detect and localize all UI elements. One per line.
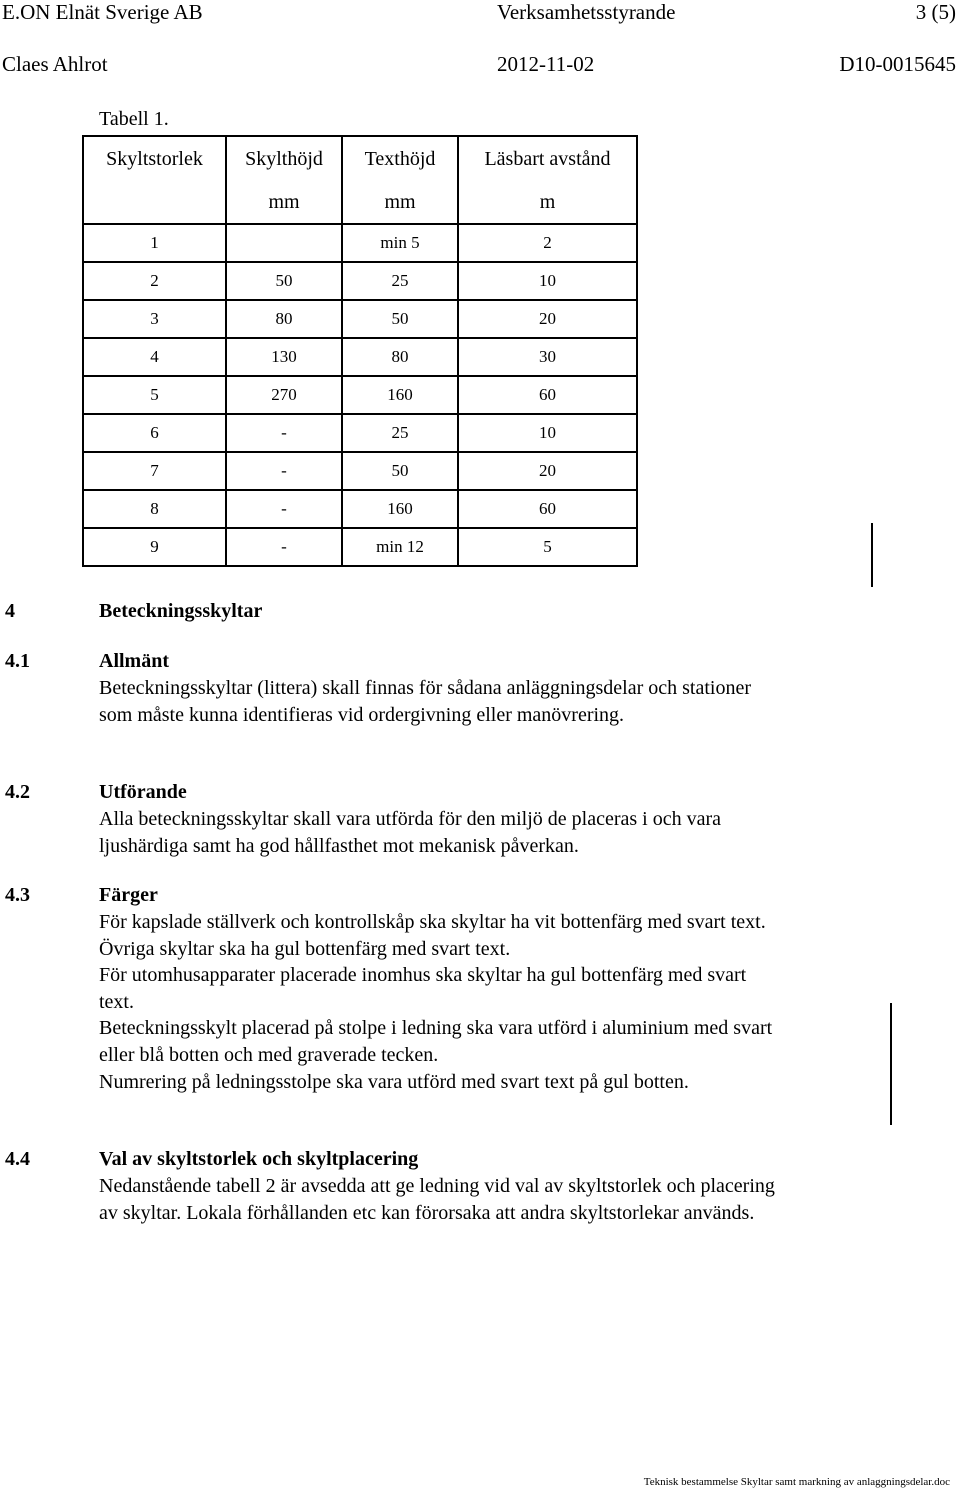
table-row [83, 490, 637, 528]
table-cell: 80 [342, 338, 458, 376]
sign-size-table [82, 135, 638, 567]
table-cell: - [226, 490, 342, 528]
table-cell: 2 [83, 262, 226, 300]
table-cell: 50 [342, 452, 458, 490]
subsection-title: Utförande [99, 781, 187, 803]
paragraph: Beteckningsskylt placerad på stolpe i ledning ska vara utförd i aluminium med svart eller blå botten och med graverade tecken. [99, 1017, 773, 1066]
table-row [83, 528, 637, 566]
subsection-title: Allmänt [99, 650, 169, 672]
subsection-body [99, 909, 779, 1095]
table-cell: 160 [342, 490, 458, 528]
table-cell: 3 [83, 300, 226, 338]
table-cell: 6 [83, 414, 226, 452]
subsection-number: 4.1 [5, 650, 30, 672]
table-cell: 10 [458, 414, 637, 452]
document-date: 2012-11-02 [497, 52, 595, 76]
subsection-number: 4.4 [5, 1148, 30, 1170]
table-cell: 5 [83, 376, 226, 414]
table-cell: - [226, 452, 342, 490]
author: Claes Ahlrot [2, 52, 108, 76]
company-name: E.ON Elnät Sverige AB [2, 0, 203, 24]
page-number: 3 (5) [915, 0, 956, 24]
subsection-number: 4.3 [5, 884, 30, 906]
unit-cell [83, 181, 226, 224]
paragraph: Alla beteckningsskyltar skall vara utförda för den miljö de placeras i och vara ljushärdiga samt ha god hållfasthet mot mekanisk påverkan. [99, 808, 721, 857]
unit-cell: m [458, 181, 637, 224]
table-cell: 5 [458, 528, 637, 566]
table-cell: min 5 [342, 224, 458, 262]
table-cell: 25 [342, 262, 458, 300]
paragraph: För kapslade ställverk och kontrollskåp ska skyltar ha vit bottenfärg med svart text. Övriga skyltar ska ha gul bottenfärg med svart text. [99, 911, 766, 960]
table-cell: 7 [83, 452, 226, 490]
subsection-number: 4.2 [5, 781, 30, 803]
table-row [83, 376, 637, 414]
section-number: 4 [5, 600, 15, 622]
table-cell: 10 [458, 262, 637, 300]
table-cell: 270 [226, 376, 342, 414]
table-row [83, 224, 637, 262]
table-cell: 30 [458, 338, 637, 376]
department: Verksamhetsstyrande [497, 0, 676, 24]
subsection-body [99, 675, 779, 728]
footer-filename: Teknisk bestammelse Skyltar samt markning av anlaggningsdelar.doc [643, 1476, 950, 1488]
table-cell: 2 [458, 224, 637, 262]
unit-cell: mm [342, 181, 458, 224]
table-cell: 20 [458, 300, 637, 338]
paragraph: Beteckningsskyltar (littera) skall finnas för sådana anläggningsdelar och stationer som måste kunna identifieras vid ordergivning eller manövrering. [99, 677, 752, 726]
table-row [83, 300, 637, 338]
subsection-body [99, 1173, 779, 1226]
table-row [83, 338, 637, 376]
table-row [83, 452, 637, 490]
table-cell: 1 [83, 224, 226, 262]
table-cell: 60 [458, 376, 637, 414]
paragraph: Nedanstående tabell 2 är avsedda att ge ledning vid val av skyltstorlek och placering av skyltar. Lokala förhållanden etc kan förorsaka att andra skyltstorlekar används. [99, 1175, 775, 1224]
table-cell: 50 [342, 300, 458, 338]
table-cell: 25 [342, 414, 458, 452]
subsection-title: Färger [99, 884, 158, 906]
header-cell: Skylthöjd [226, 136, 342, 181]
table-cell: 20 [458, 452, 637, 490]
table-cell: 60 [458, 490, 637, 528]
section-title: Beteckningsskyltar [99, 600, 263, 622]
table-row [83, 262, 637, 300]
revision-bar [871, 523, 873, 587]
table-cell: 50 [226, 262, 342, 300]
header-cell: Läsbart avstånd [458, 136, 637, 181]
subsection-body [99, 806, 779, 859]
table-cell: 160 [342, 376, 458, 414]
document-id: D10-0015645 [839, 52, 956, 76]
table-cell: 9 [83, 528, 226, 566]
table-cell [226, 224, 342, 262]
table-cell: 80 [226, 300, 342, 338]
unit-cell: mm [226, 181, 342, 224]
table-cell: - [226, 414, 342, 452]
table-units-row [83, 181, 637, 224]
paragraph: För utomhusapparater placerade inomhus ska skyltar ha gul bottenfärg med svart text. [99, 964, 747, 1013]
paragraph: Numrering på ledningsstolpe ska vara utförd med svart text på gul botten. [99, 1070, 689, 1093]
table-header-row [83, 136, 637, 181]
table-cell: 8 [83, 490, 226, 528]
table-cell: 4 [83, 338, 226, 376]
header-cell: Texthöjd [342, 136, 458, 181]
table-row [83, 414, 637, 452]
table-caption: Tabell 1. [99, 108, 169, 130]
table-cell: min 12 [342, 528, 458, 566]
revision-bar [890, 1003, 892, 1125]
table-cell: 130 [226, 338, 342, 376]
subsection-title: Val av skyltstorlek och skyltplacering [99, 1148, 419, 1170]
table-cell: - [226, 528, 342, 566]
header-cell: Skyltstorlek [83, 136, 226, 181]
